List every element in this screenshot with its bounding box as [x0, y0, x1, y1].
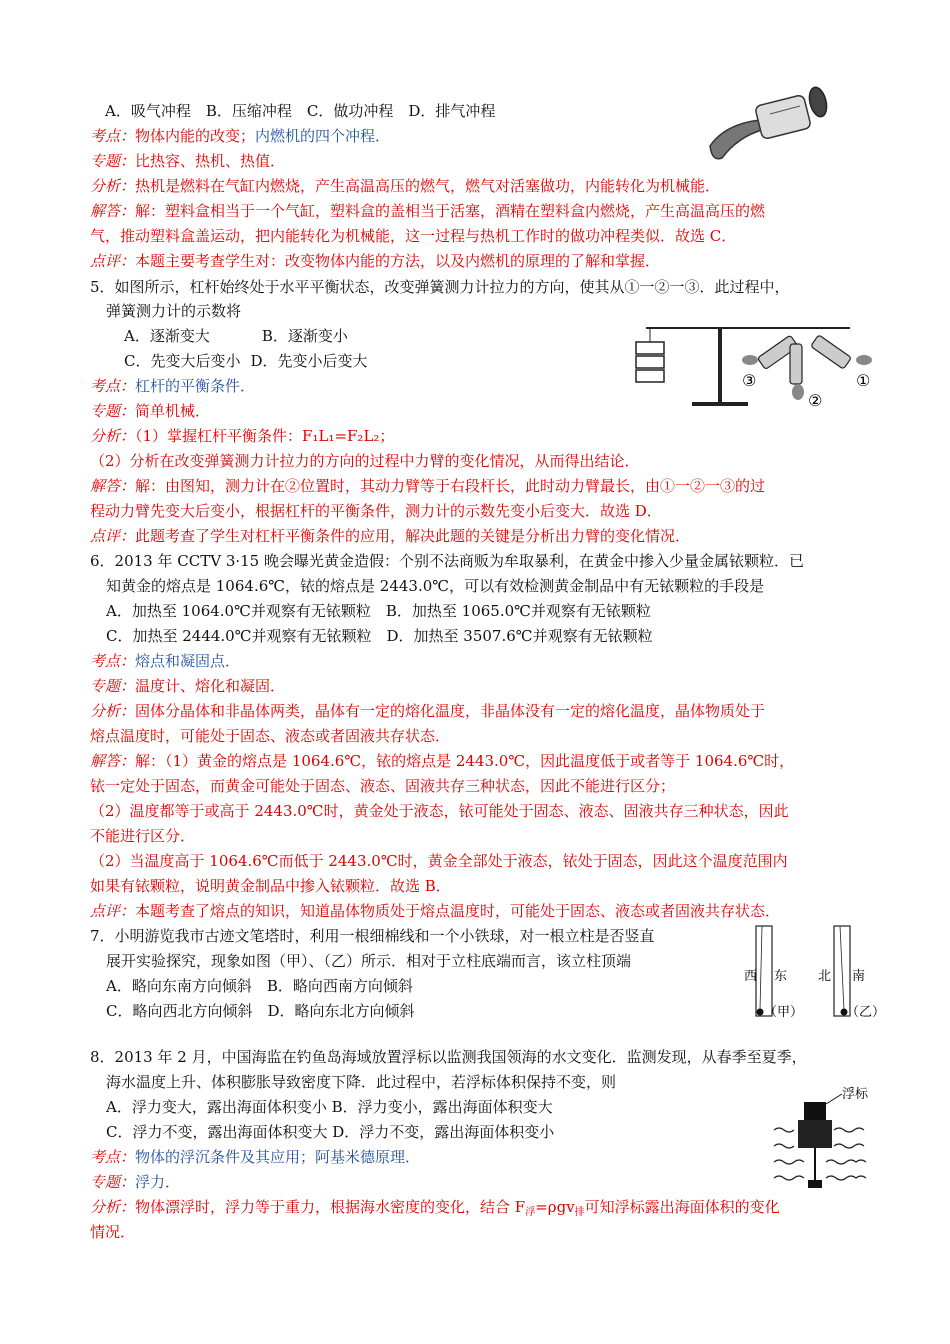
- buoy-label: 浮标: [842, 1087, 869, 1102]
- q5-kaodian: 考点：杠杆的平衡条件．: [90, 377, 256, 395]
- pillar-label-east: 东: [774, 969, 788, 984]
- q4-fenxi: 分析：热机是燃料在气缸内燃烧，产生高温高压的燃气，燃气对活塞做功，内能转化为机械能．: [90, 177, 721, 195]
- q6-zhuanti: 专题：温度计、熔化和凝固．: [90, 677, 286, 695]
- lever-figure: [630, 312, 890, 412]
- q5-jieda: 解答：解：由图知，测力计在②位置时，其动力臂等于右段杆长，此时动力臂最长，由①一②一③的过: [90, 477, 766, 495]
- pillar-label-north: 北: [818, 969, 832, 984]
- q6-jieda-2: 铱一定处于固态，而黄金可能处于固态、液态、固液共存三种状态，因此不能进行区分；: [90, 777, 676, 795]
- q7-options-ab: A．略向东南方向倾斜 B．略向西南方向倾斜: [106, 977, 413, 995]
- q4-jieda-cont: 气，推动塑料盒盖运动，把内能转化为机械能，这一过程与热机工作时的做功冲程类似．故选 C．: [90, 227, 737, 245]
- q7-stem: 7．小明游览我市古迹文笔塔时，利用一根细棉线和一个小铁球，对一根立柱是否竖直: [90, 927, 655, 945]
- q6-jieda: 解答：解：（1）黄金的熔点是 1064.6℃，铱的熔点是 2443.0℃，因此温度低于或者等于 1064.6℃时，: [90, 752, 795, 770]
- q5-dianping: 点评：此题考查了学生对杠杆平衡条件的应用，解决此题的关键是分析出力臂的变化情况．: [90, 527, 691, 545]
- lever-label-1: ①: [856, 371, 871, 390]
- pillar-label-yi: （乙）: [846, 1005, 886, 1020]
- q7-stem-cont: 展开实验探究，现象如图（甲）、（乙）所示．相对于立柱底端而言，该立柱顶端: [106, 952, 632, 970]
- q8-fenxi: 分析：物体漂浮时，浮力等于重力，根据海水密度的变化，结合 $F_浮=\rho gv_排$可知浮标露出海面体积的变化: [90, 1198, 780, 1218]
- pillar-figure: [740, 920, 890, 1024]
- q6-jieda-4: 不能进行区分．: [90, 827, 196, 845]
- q6-options-ab: A．加热至 1064.0℃并观察有无铱颗粒 B．加热至 1065.0℃并观察有无铱颗粒: [106, 602, 651, 620]
- q6-options-cd: C．加热至 2444.0℃并观察有无铱颗粒 D．加热至 3507.6℃并观察有无铱颗粒: [106, 627, 653, 645]
- q4-zhuanti: 专题：比热容、热机、热值．: [90, 152, 286, 170]
- q4-kaodian: 考点：物体内能的改变；内燃机的四个冲程．: [90, 127, 391, 145]
- q8-options-ab: A．浮力变大，露出海面体积变小 B．浮力变小，露出海面体积变大: [106, 1098, 553, 1116]
- pillar-label-west: 西: [744, 969, 758, 984]
- combustion-box-figure: [700, 84, 840, 166]
- q4-dianping: 点评：本题主要考查学生对：改变物体内能的方法，以及内燃机的原理的了解和掌握．: [90, 252, 661, 270]
- q6-kaodian: 考点：熔点和凝固点．: [90, 652, 241, 670]
- q5-zhuanti: 专题：简单机械．: [90, 402, 211, 420]
- q6-stem: 6．2013 年 CCTV 3·15 晚会曝光黄金造假：个别不法商贩为牟取暴利，在黄金中掺入少量金属铱颗粒．已: [90, 552, 804, 570]
- q6-stem-cont: 知黄金的熔点是 1064.6℃，铱的熔点是 2443.0℃，可以有效检测黄金制品中有无铱颗粒的手段是: [106, 577, 765, 595]
- q8-fenxi-cont: 情况．: [90, 1223, 136, 1241]
- q4-jieda: 解答：解：塑料盒相当于一个气缸，塑料盒的盖相当于活塞，酒精在塑料盒内燃烧，产生高温高压的燃: [90, 202, 766, 220]
- q5-options-ab: A．逐渐变大 B．逐渐变小: [124, 327, 348, 345]
- pillar-label-south: 南: [852, 969, 866, 984]
- pillar-label-jia: （甲）: [764, 1005, 804, 1020]
- q6-fenxi: 分析：固体分晶体和非晶体两类，晶体有一定的熔化温度，非晶体没有一定的熔化温度，晶体物质处于: [90, 702, 766, 720]
- q8-options-cd: C．浮力不变，露出海面体积变大 D．浮力不变，露出海面体积变小: [106, 1123, 555, 1141]
- q6-fenxi-cont: 熔点温度时，可能处于固态、液态或者固液共存状态．: [90, 727, 451, 745]
- lever-label-3: ③: [742, 371, 757, 390]
- q6-jieda-6: 如果有铱颗粒，说明黄金制品中掺入铱颗粒．故选 B．: [90, 877, 451, 895]
- lever-label-2: ②: [808, 391, 823, 410]
- q6-jieda-5: （2）当温度高于 1064.6℃而低于 2443.0℃时，黄金全部处于液态，铱处于固态，因此这个温度范围内: [90, 852, 788, 870]
- q8-stem-cont: 海水温度上升、体积膨胀导致密度下降．此过程中，若浮标体积保持不变，则: [106, 1073, 617, 1091]
- q5-fenxi-cont: （2）分析在改变弹簧测力计拉力的方向的过程中力臂的变化情况，从而得出结论．: [90, 452, 640, 470]
- q8-zhuanti: 专题：浮力．: [90, 1173, 181, 1191]
- q4-options: A．吸气冲程 B．压缩冲程 C．做功冲程 D．排气冲程: [105, 102, 496, 120]
- q5-stem-cont: 弹簧测力计的示数将: [106, 302, 242, 320]
- q5-stem: 5．如图所示，杠杆始终处于水平平衡状态，改变弹簧测力计拉力的方向，使其从①一②一③．此过程中，: [90, 278, 790, 296]
- q8-kaodian: 考点：物体的浮沉条件及其应用；阿基米德原理．: [90, 1148, 421, 1166]
- buoy-figure: [770, 1084, 880, 1194]
- q8-stem: 8．2013 年 2 月，中国海监在钓鱼岛海域放置浮标以监测我国领海的水文变化．监测发现，从春季至夏季，: [90, 1048, 807, 1066]
- q6-dianping: 点评：本题考查了熔点的知识，知道晶体物质处于熔点温度时，可能处于固态、液态或者固液共存状态．: [90, 902, 781, 920]
- q7-options-cd: C．略向西北方向倾斜 D．略向东北方向倾斜: [106, 1002, 415, 1020]
- q6-jieda-3: （2）温度都等于或高于 2443.0℃时，黄金处于液态，铱可能处于固态、液态、固液共存三种状态，因此: [90, 802, 789, 820]
- q5-jieda-cont: 程动力臂先变大后变小，根据杠杆的平衡条件，测力计的示数先变小后变大．故选 D．: [90, 502, 662, 520]
- q5-options-cd: C．先变大后变小 D．先变小后变大: [124, 352, 368, 370]
- q5-fenxi: 分析：（1）掌握杠杆平衡条件：F₁L₁=F₂L₂；: [90, 427, 395, 445]
